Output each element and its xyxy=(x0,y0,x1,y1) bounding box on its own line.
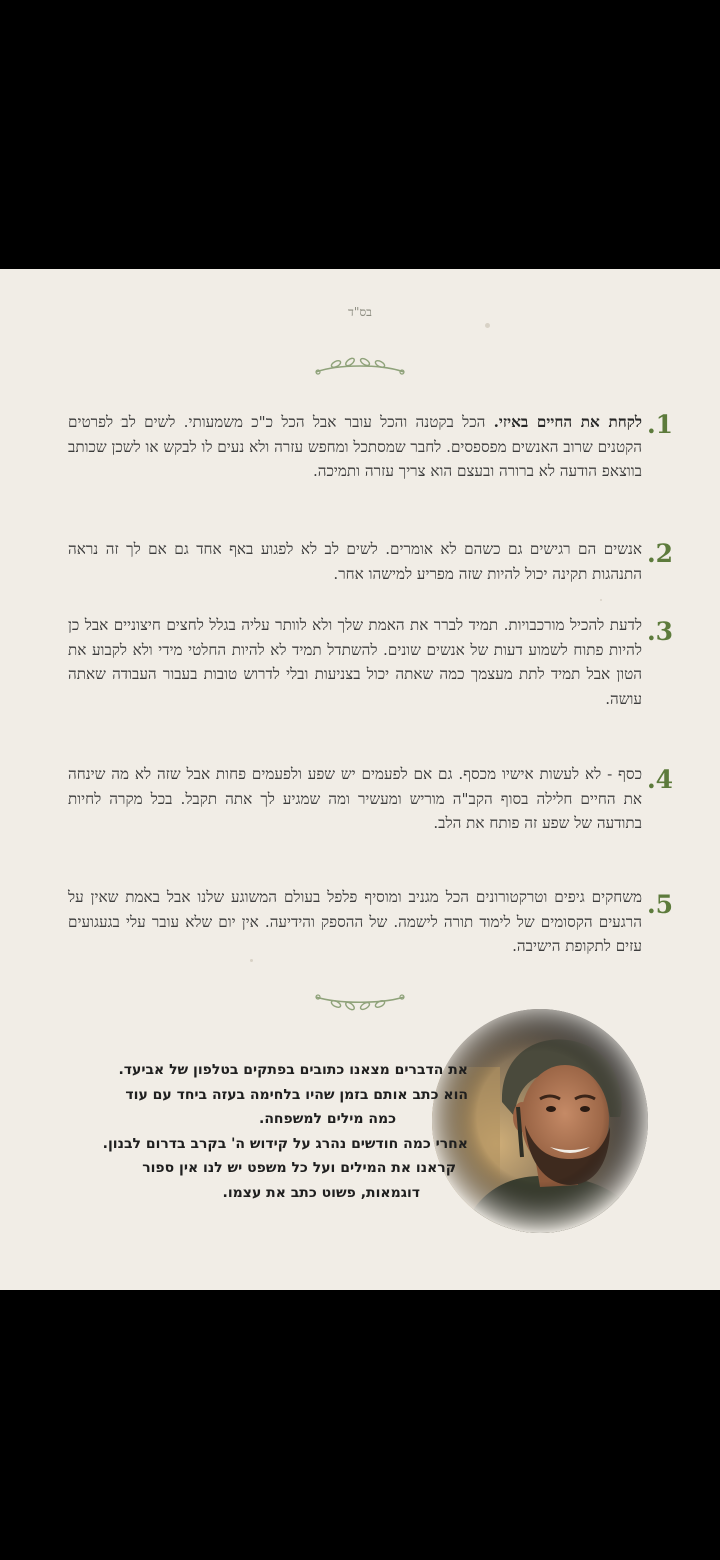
paper-speck xyxy=(600,599,602,601)
note-line: הוא כתב אותם בזמן שהיו בלחימה בעזה ביחד עם עוד xyxy=(125,1086,468,1103)
item-text xyxy=(68,613,642,711)
item-text xyxy=(68,410,642,484)
memorial-page xyxy=(0,269,720,1290)
note-line: קראנו את המילים ועל כל משפט יש לנו אין ספור xyxy=(142,1160,456,1176)
item-number: .1 xyxy=(646,410,674,439)
item-body: הכל בקטנה והכל עובר אבל הכל כ"כ משמעותי. לשים לב לפרטים הקטנים שרוב האנשים מפספסים. לחבר שמסתכל ומחפש עזרה ולא נעים לו לבקש או לשכן שכותב בווצאפ הודעה לא ברורה ובעצם הוא צריך עזרה ותמיכה. xyxy=(68,413,642,480)
item-body: כסף - לא לעשות אישיו מכסף. גם אם לפעמים יש שפע ולפעמים פחות אבל שזה לא מה שינחה את החיים חלילה בסוף הקב"ה מוריש ומעשיר ומה שמגיע לך אתה תקבל. בכל מקרה לחיות בתודעה של שפע זה פותח את הלב. xyxy=(68,765,642,832)
note-line: את הדברים מצאנו כתובים בפתקים בטלפון של אביעד. xyxy=(118,1062,468,1078)
item-body: משחקים גיפים וטרקטורונים הכל מגניב ומוסיף פלפל בעולם המשוגע שלנו אבל באמת שאין על הרגעים הקסומים של לימוד תורה לישמה. של ההספק והידיעה. אין יום שלא עובר עלי בגעגועים עזים לתקופת הישיבה. xyxy=(68,888,642,955)
note-line: דוגמאות, פשוט כתב את עצמו. xyxy=(222,1184,420,1201)
item-number: .3 xyxy=(646,617,674,646)
item-number: .2 xyxy=(646,539,674,568)
item-number: .4 xyxy=(646,765,674,794)
item-lead: לקחת את החיים באיזי. xyxy=(493,413,642,431)
item-number: .5 xyxy=(646,890,674,919)
bsd-header: בס"ד xyxy=(348,305,372,319)
item-body: אנשים הם רגישים גם כשהם לא אומרים. לשים לב לא לפגוע באף אחד גם אם לך זה נראה התנהגות תקינה יכול להיות שזה מפריע למישהו אחר. xyxy=(68,540,642,583)
note-line: אחרי כמה חודשים נהרג על קידוש ה' בקרב בדרום לבנון. xyxy=(102,1135,468,1152)
item-body: לדעת להכיל מורכבויות. תמיד לברר את האמת שלך ולא לוותר עליה בגלל לחצים חיצוניים אבל כן להיות פתוח לשמוע דעות של אנשים שונים. להשתדל תמיד לא להיות החלטי מידי ולא לקבוע את הטון אבל תמיד לתת מעצמך כמה שאתה יכול בצניעות ובלי לדרוש טובות בעבור העבודה שאתה עושה. xyxy=(68,616,642,708)
vine-ornament-icon xyxy=(310,355,410,379)
vine-ornament-icon xyxy=(310,989,410,1013)
item-text xyxy=(68,537,642,586)
item-text xyxy=(68,885,642,959)
memorial-note xyxy=(60,1058,468,1205)
paper-speck xyxy=(250,959,253,962)
paper-speck xyxy=(485,323,490,328)
note-line: כמה מילים למשפחה. xyxy=(259,1111,396,1127)
item-text xyxy=(68,762,642,836)
